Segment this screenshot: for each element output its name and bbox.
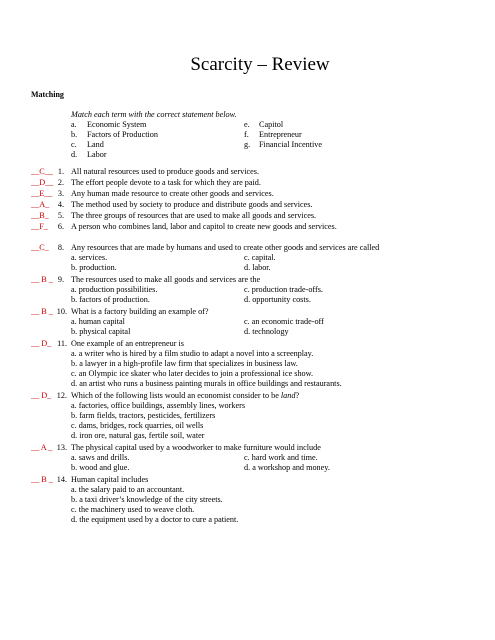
question-text: What is a factory building an example of? [71, 307, 209, 316]
term-label: Entrepreneur [259, 130, 302, 139]
question-number: 10. [56, 307, 67, 316]
question-text: All natural resources used to produce goods and services. [71, 167, 260, 176]
answer-blank: __ D_ [31, 391, 52, 400]
answer-option: b. factors of production. [71, 295, 150, 304]
question-text: The effort people devote to a task for which they are paid. [71, 178, 261, 187]
answer-blank: __ B _ [31, 275, 53, 284]
question-text: Any resources that are made by humans and used to create other goods and services are called [71, 243, 380, 252]
term-letter: a. [71, 120, 77, 129]
question-text: The method used by society to produce and distribute goods and services. [71, 200, 313, 209]
question-text: The physical capital used by a woodworker to make furniture would include [71, 443, 321, 452]
answer-option: a. factories, office buildings, assembly lines, workers [71, 401, 246, 410]
question-text: Which of the following lists would an economist consider to be land? [71, 391, 300, 400]
term-label: Financial Incentive [259, 140, 322, 149]
answer-option: b. physical capital [71, 327, 131, 336]
answer-option: a. a writer who is hired by a film studio to adapt a novel into a screenplay. [71, 349, 314, 358]
answer-option: a. services. [71, 253, 108, 262]
answer-blank: __A_ [31, 200, 50, 209]
answer-option: d. the equipment used by a doctor to cure a patient. [71, 515, 239, 524]
answer-option: c. production trade-offs. [244, 285, 323, 294]
answer-option: c. an Olympic ice skater who later decides to join a professional ice show. [71, 369, 314, 378]
term-letter: f. [244, 130, 249, 139]
term-label: Labor [87, 150, 107, 159]
question-number: 4. [57, 200, 64, 209]
question-number: 2. [57, 178, 64, 187]
answer-blank: __ B _ [31, 475, 53, 484]
answer-option: c. the machinery used to weave cloth. [71, 505, 195, 514]
term-label: Land [87, 140, 104, 149]
answer-option: d. labor. [244, 263, 271, 272]
answer-option: a. the salary paid to an accountant. [71, 485, 185, 494]
term-letter: c. [71, 140, 77, 149]
answer-option: c. dams, bridges, rock quarries, oil wells [71, 421, 204, 430]
answer-blank: __ A _ [31, 443, 53, 452]
question-number: 8. [57, 243, 64, 252]
question-number: 6. [57, 222, 64, 231]
page-title: Scarcity – Review [190, 54, 330, 75]
question-number: 13. [56, 443, 67, 452]
answer-option: d. a workshop and money. [244, 463, 330, 472]
answer-option: c. capital. [244, 253, 276, 262]
question-number: 3. [57, 189, 64, 198]
question-text: The resources used to make all goods and services are the [71, 275, 261, 284]
answer-option: c. an economic trade-off [244, 317, 324, 326]
term-letter: g. [244, 140, 251, 149]
answer-blank: __B_ [31, 211, 49, 220]
question-text: A person who combines land, labor and capitol to create new goods and services. [71, 222, 337, 231]
answer-option: a. saws and drills. [71, 453, 130, 462]
answer-option: d. opportunity costs. [244, 295, 311, 304]
answer-option: d. technology [244, 327, 289, 336]
answer-option: b. production. [71, 263, 117, 272]
question-number: 1. [57, 167, 64, 176]
answer-option: a. production possibilities. [71, 285, 158, 294]
question-number: 14. [56, 475, 67, 484]
question-text: One example of an entrepreneur is [71, 339, 184, 348]
answer-option: d. an artist who runs a business painting murals in office buildings and restaurants. [71, 379, 342, 388]
answer-option: b. farm fields, tractors, pesticides, fertilizers [71, 411, 216, 420]
question-number: 9. [57, 275, 64, 284]
section-heading: Matching [31, 90, 64, 99]
term-letter: b. [71, 130, 78, 139]
term-label: Factors of Production [87, 130, 158, 139]
term-letter: e. [244, 120, 250, 129]
question-text: The three groups of resources that are used to make all goods and services. [71, 211, 317, 220]
answer-blank: __C__ [31, 167, 53, 176]
answer-blank: __ B _ [31, 307, 53, 316]
answer-blank: __D__ [31, 178, 54, 187]
question-text: Human capital includes [71, 475, 149, 484]
question-number: 5. [57, 211, 64, 220]
question-text: Any human made resource to create other goods and services. [71, 189, 274, 198]
answer-blank: __ D_ [31, 339, 52, 348]
answer-option: a. human capital [71, 317, 125, 326]
question-number: 11. [57, 339, 67, 348]
instruction-text: Match each term with the correct statement below. [71, 110, 237, 119]
answer-option: d. iron ore, natural gas, fertile soil, water [71, 431, 205, 440]
answer-blank: __E__ [31, 189, 53, 198]
question-number: 12. [56, 391, 67, 400]
term-label: Capitol [259, 120, 284, 129]
answer-option: c. hard work and time. [244, 453, 318, 462]
term-label: Economic System [87, 120, 147, 129]
answer-blank: __F_ [31, 222, 48, 231]
answer-option: b. wood and glue. [71, 463, 130, 472]
answer-blank: __C_ [31, 243, 49, 252]
term-letter: d. [71, 150, 78, 159]
answer-option: b. a lawyer in a high-profile law firm that specializes in business law. [71, 359, 298, 368]
answer-option: b. a taxi driver’s knowledge of the city streets. [71, 495, 223, 504]
